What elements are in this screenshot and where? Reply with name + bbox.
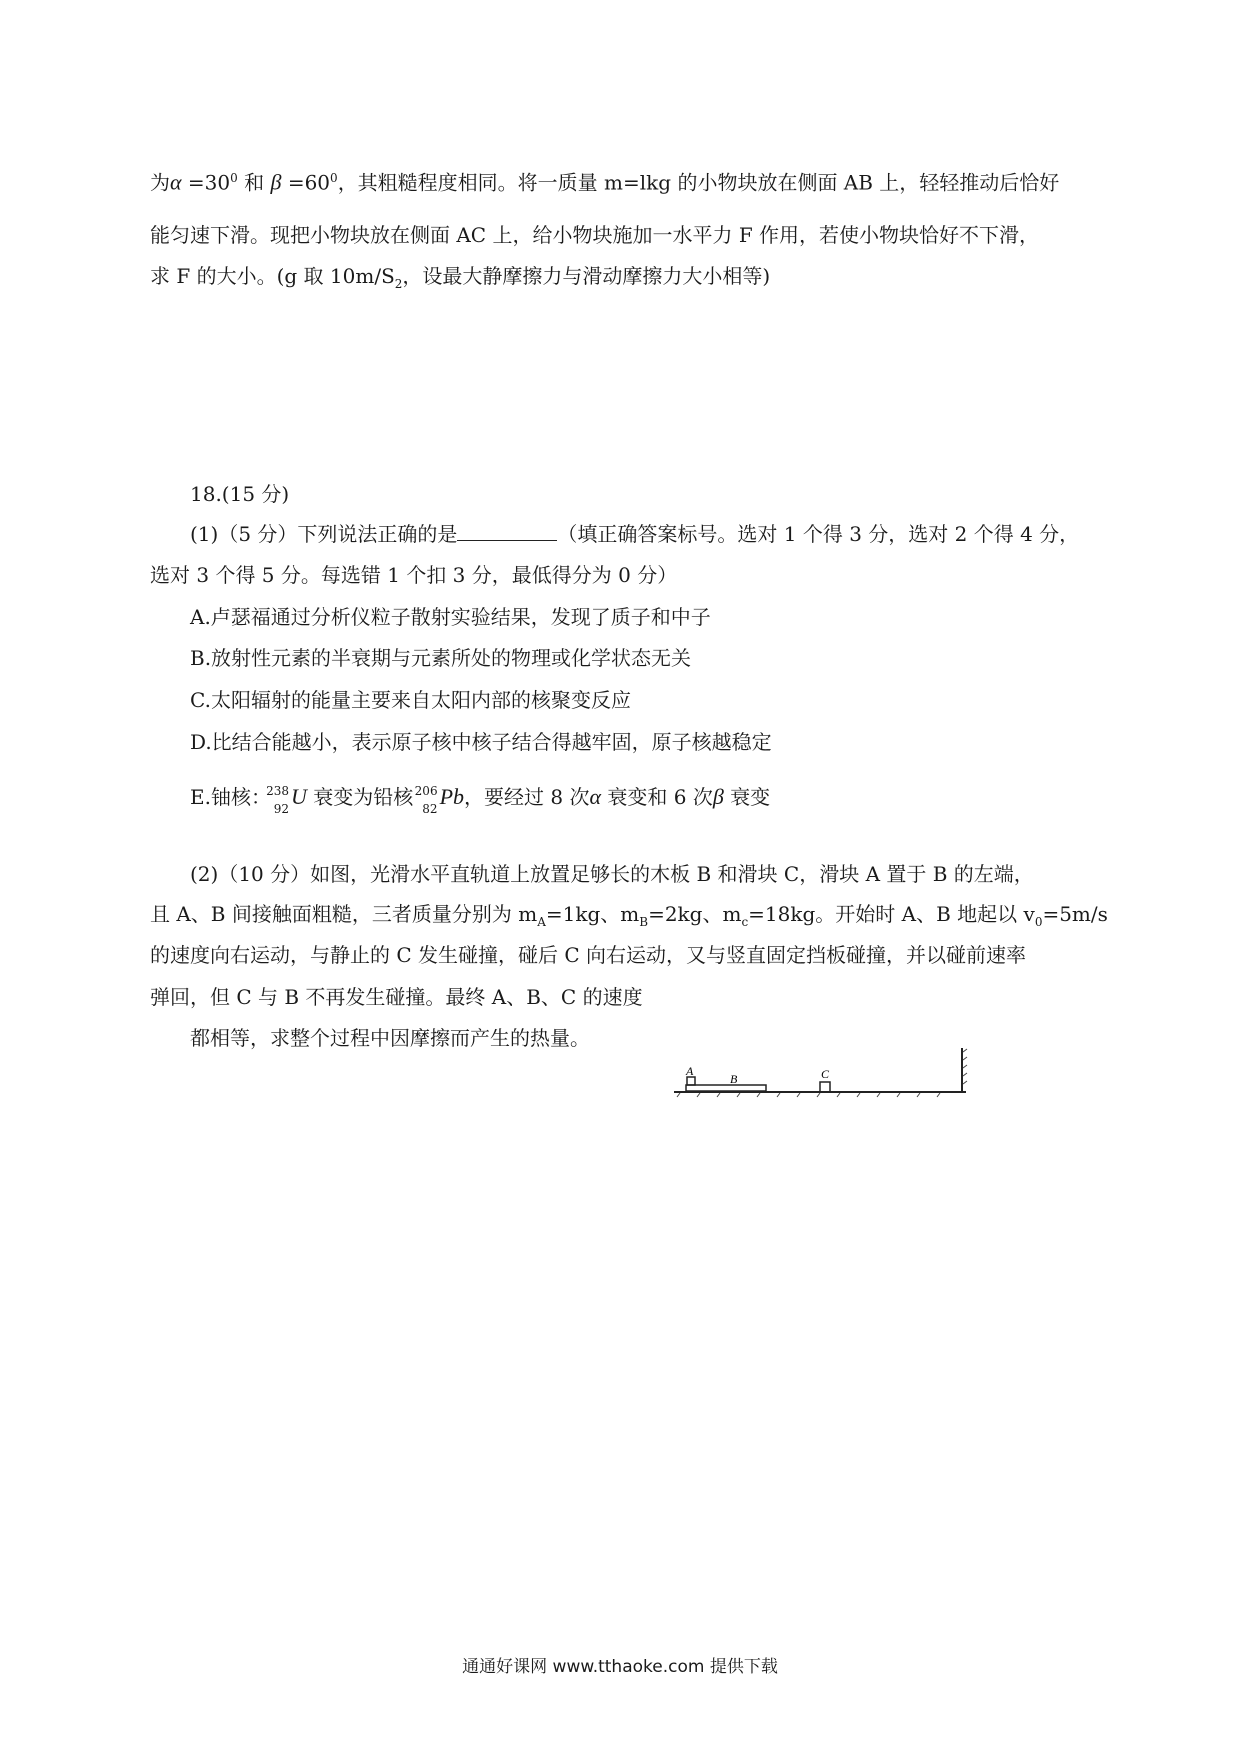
beta-symbol: β [712, 784, 724, 809]
q18-part1-line-1: (1)（5 分）下列说法正确的是 （填正确答案标号。选对 1 个得 3 分，选对 2 个得 4 分， [190, 522, 1080, 546]
block-a [687, 1077, 695, 1085]
track-hatching [677, 1093, 940, 1097]
q18-part2-line-1: (2)（10 分）如图，光滑水平直轨道上放置足够长的木板 B 和滑块 C，滑块 A 置于 B 的左端， [190, 862, 1034, 886]
alpha-symbol: α [589, 784, 602, 809]
question-18-heading: 18.(15 分) [190, 482, 290, 506]
option-c: C.太阳辐射的能量主要来自太阳内部的核聚变反应 [190, 688, 631, 712]
answer-blank [457, 520, 557, 541]
footer-source: 通通好课网 www.tthaoke.com 提供下载 [462, 1657, 778, 1677]
label-b: B [730, 1072, 738, 1086]
q18-part2-line-5: 都相等，求整个过程中因摩擦而产生的热量。 [190, 1026, 590, 1050]
q18-part1-line-2: 选对 3 个得 5 分。每选错 1 个扣 3 分，最低得分为 0 分） [150, 563, 678, 587]
option-a: A.卢瑟福通过分析仪粒子散射实验结果，发现了质子和中子 [190, 605, 711, 629]
option-b: B.放射性元素的半衰期与元素所处的物理或化学状态无关 [190, 646, 692, 670]
label-a: A [686, 1064, 694, 1078]
q18-part2-line-3: 的速度向右运动，与静止的 C 发生碰撞，碰后 C 向右运动，又与竖直固定挡板碰撞，并以碰前速率 [150, 943, 1027, 967]
wall-hatching [963, 1049, 967, 1084]
degree-superscript: 0 [330, 171, 338, 185]
option-d: D.比结合能越小，表示原子核中核子结合得越牢固，原子核越稳定 [190, 730, 772, 754]
track-diagram [670, 1040, 970, 1100]
q18-part2-line-2: 且 A、B 间接触面粗糙，三者质量分别为 $m_A=1kg$、$m_B=2kg$、$m_c=18kg$。开始时 A、B 地起以 $v_0=5m/s$ [150, 902, 1108, 929]
uranium-isotope: 238 92 [266, 784, 289, 816]
lead-isotope: 206 82 [414, 784, 438, 816]
q18-part2-line-4: 弹回，但 C 与 B 不再发生碰撞。最终 A、B、C 的速度 [150, 985, 643, 1009]
block-c [820, 1082, 830, 1092]
problem-17-line-2: 能匀速下滑。现把小物块放在侧面 AC 上，给小物块施加一水平力 F 作用，若使小物块恰好不下滑， [150, 223, 1040, 247]
option-e: E.铀核： 238 92 U 衰变为铅核 206 82 Pb，要经过 8 次α 衰变和 6 次β 衰变 [190, 784, 771, 816]
label-c: C [821, 1067, 830, 1081]
alpha-symbol: α [170, 169, 182, 195]
problem-17-line-3: 求 F 的大小。(g 取 $10m/S_2$，设最大静摩擦力与滑动摩擦力大小相等) [150, 264, 771, 291]
beta-symbol: β [270, 169, 282, 195]
board-b [686, 1085, 766, 1091]
problem-17-line-1: 为$\alpha =30^0$ 和 $\beta =60^0$，其粗糙程度相同。将一质量 m=lkg 的小物块放在侧面 AB 上，轻轻推动后恰好 [150, 169, 1060, 195]
degree-superscript: 0 [230, 171, 238, 185]
